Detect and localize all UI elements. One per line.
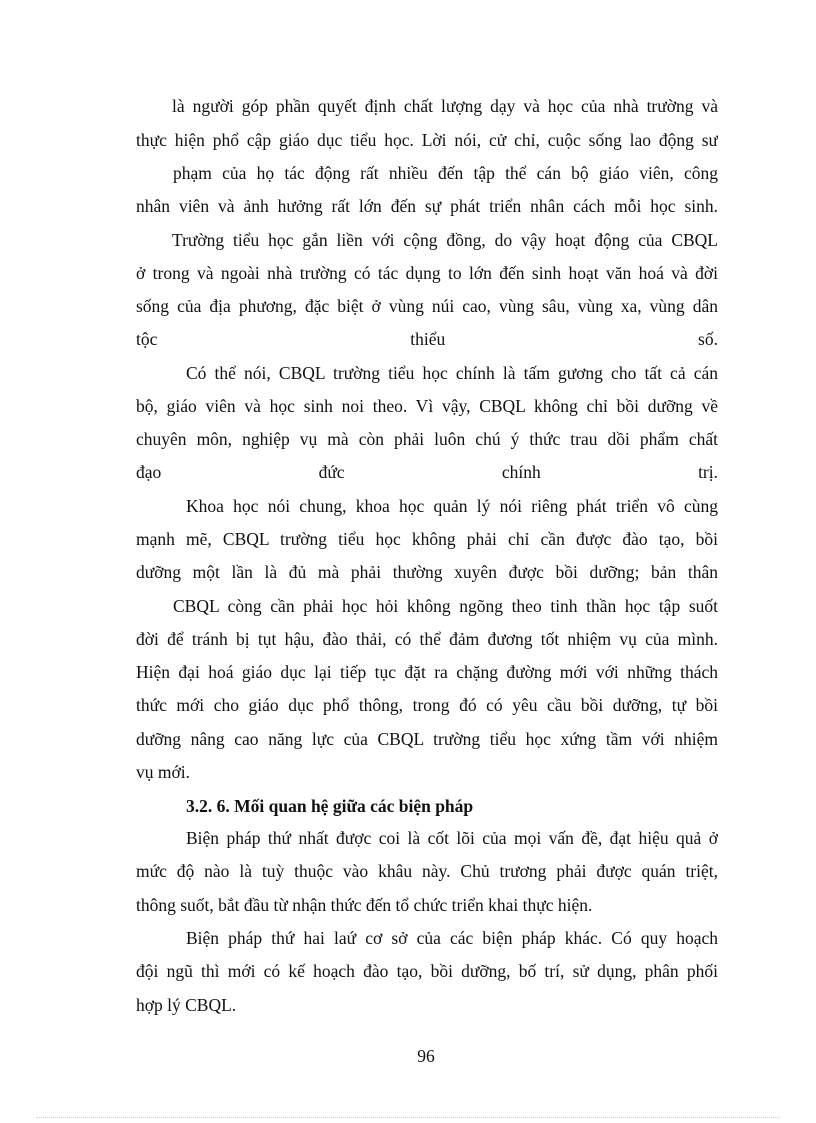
text-line: Biện pháp thứ hai laứ cơ sở của các biện pháp khác. Có quy hoạch: [186, 928, 718, 948]
text-line: Có thể nói, CBQL trường tiểu học chính là tấm gương cho tất cả cán: [186, 363, 718, 383]
text-line: sống của địa phương, đặc biệt ở vùng núi cao, vùng sâu, vùng xa, vùng dân: [136, 296, 718, 316]
text-line: ở trong và ngoài nhà trường có tác dụng to lớn đến sinh hoạt văn hoá và đời: [136, 263, 718, 283]
text-line: đội ngũ thì mới có kế hoạch đào tạo, bồi dưỡng, bố trí, sử dụng, phân phối: [136, 961, 718, 981]
text-line: đời để tránh bị tụt hậu, đào thải, có thể đảm đương tốt nhiệm vụ của mình.: [136, 629, 718, 649]
text-line: nhân viên và ảnh hưởng rất lớn đến sự phát triển nhân cách mỗi học sinh.: [136, 196, 718, 216]
footer-divider: [36, 1117, 780, 1118]
text-line: là người góp phần quyết định chất lượng dạy và học của nhà trường và: [172, 96, 718, 116]
text-line: Khoa học nói chung, khoa học quản lý nói riêng phát triển vô cùng: [186, 496, 718, 516]
text-line: Trường tiểu học gắn liền với cộng đồng, do vậy hoạt động của CBQL: [172, 230, 718, 250]
text-line: vụ mới.: [136, 762, 190, 782]
text-line: tộc thiểu số.: [136, 329, 718, 349]
text-line: Biện pháp thứ nhất được coi là cốt lõi của mọi vấn đề, đạt hiệu quả ở: [186, 828, 718, 848]
text-line: dưỡng một lần là đủ mà phải thường xuyên được bồi dưỡng; bản thân: [136, 562, 718, 582]
text-line: thông suốt, bắt đầu từ nhận thức đến tổ chức triển khai thực hiện.: [136, 895, 593, 915]
text-line: đạo đức chính trị.: [136, 462, 718, 482]
text-line: CBQL còng cần phải học hỏi không ngõng theo tinh thần học tập suốt: [173, 596, 718, 616]
text-line: hợp lý CBQL.: [136, 995, 237, 1015]
text-line: thức mới cho giáo dục phổ thông, trong đó có yêu cầu bồi dưỡng, tự bồi: [136, 695, 718, 715]
text-line: mạnh mẽ, CBQL trường tiểu học không phải chỉ cần được đào tạo, bồi: [136, 529, 718, 549]
text-line: mức độ nào là tuỳ thuộc vào khâu này. Chủ trương phải được quán triệt,: [136, 861, 718, 881]
text-line: bộ, giáo viên và học sinh noi theo. Vì vậy, CBQL không chỉ bồi dưỡng về: [136, 396, 718, 416]
text-line: thực hiện phổ cập giáo dục tiểu học. Lời nói, cử chỉ, cuộc sống lao động sư: [136, 130, 718, 150]
text-line: chuyên môn, nghiệp vụ mà còn phải luôn chú ý thức trau dồi phẩm chất: [136, 429, 718, 449]
text-line: Hiện đại hoá giáo dục lại tiếp tục đặt ra chặng đường mới với những thách: [136, 662, 718, 682]
text-line: dưỡng nâng cao năng lực của CBQL trường tiểu học xứng tầm với nhiệm: [136, 729, 718, 749]
section-heading: 3.2. 6. Mối quan hệ giữa các biện pháp: [186, 796, 474, 816]
page-number: 96: [417, 1046, 435, 1066]
text-line: phạm của họ tác động rất nhiều đến tập thể cán bộ giáo viên, công: [173, 163, 718, 183]
